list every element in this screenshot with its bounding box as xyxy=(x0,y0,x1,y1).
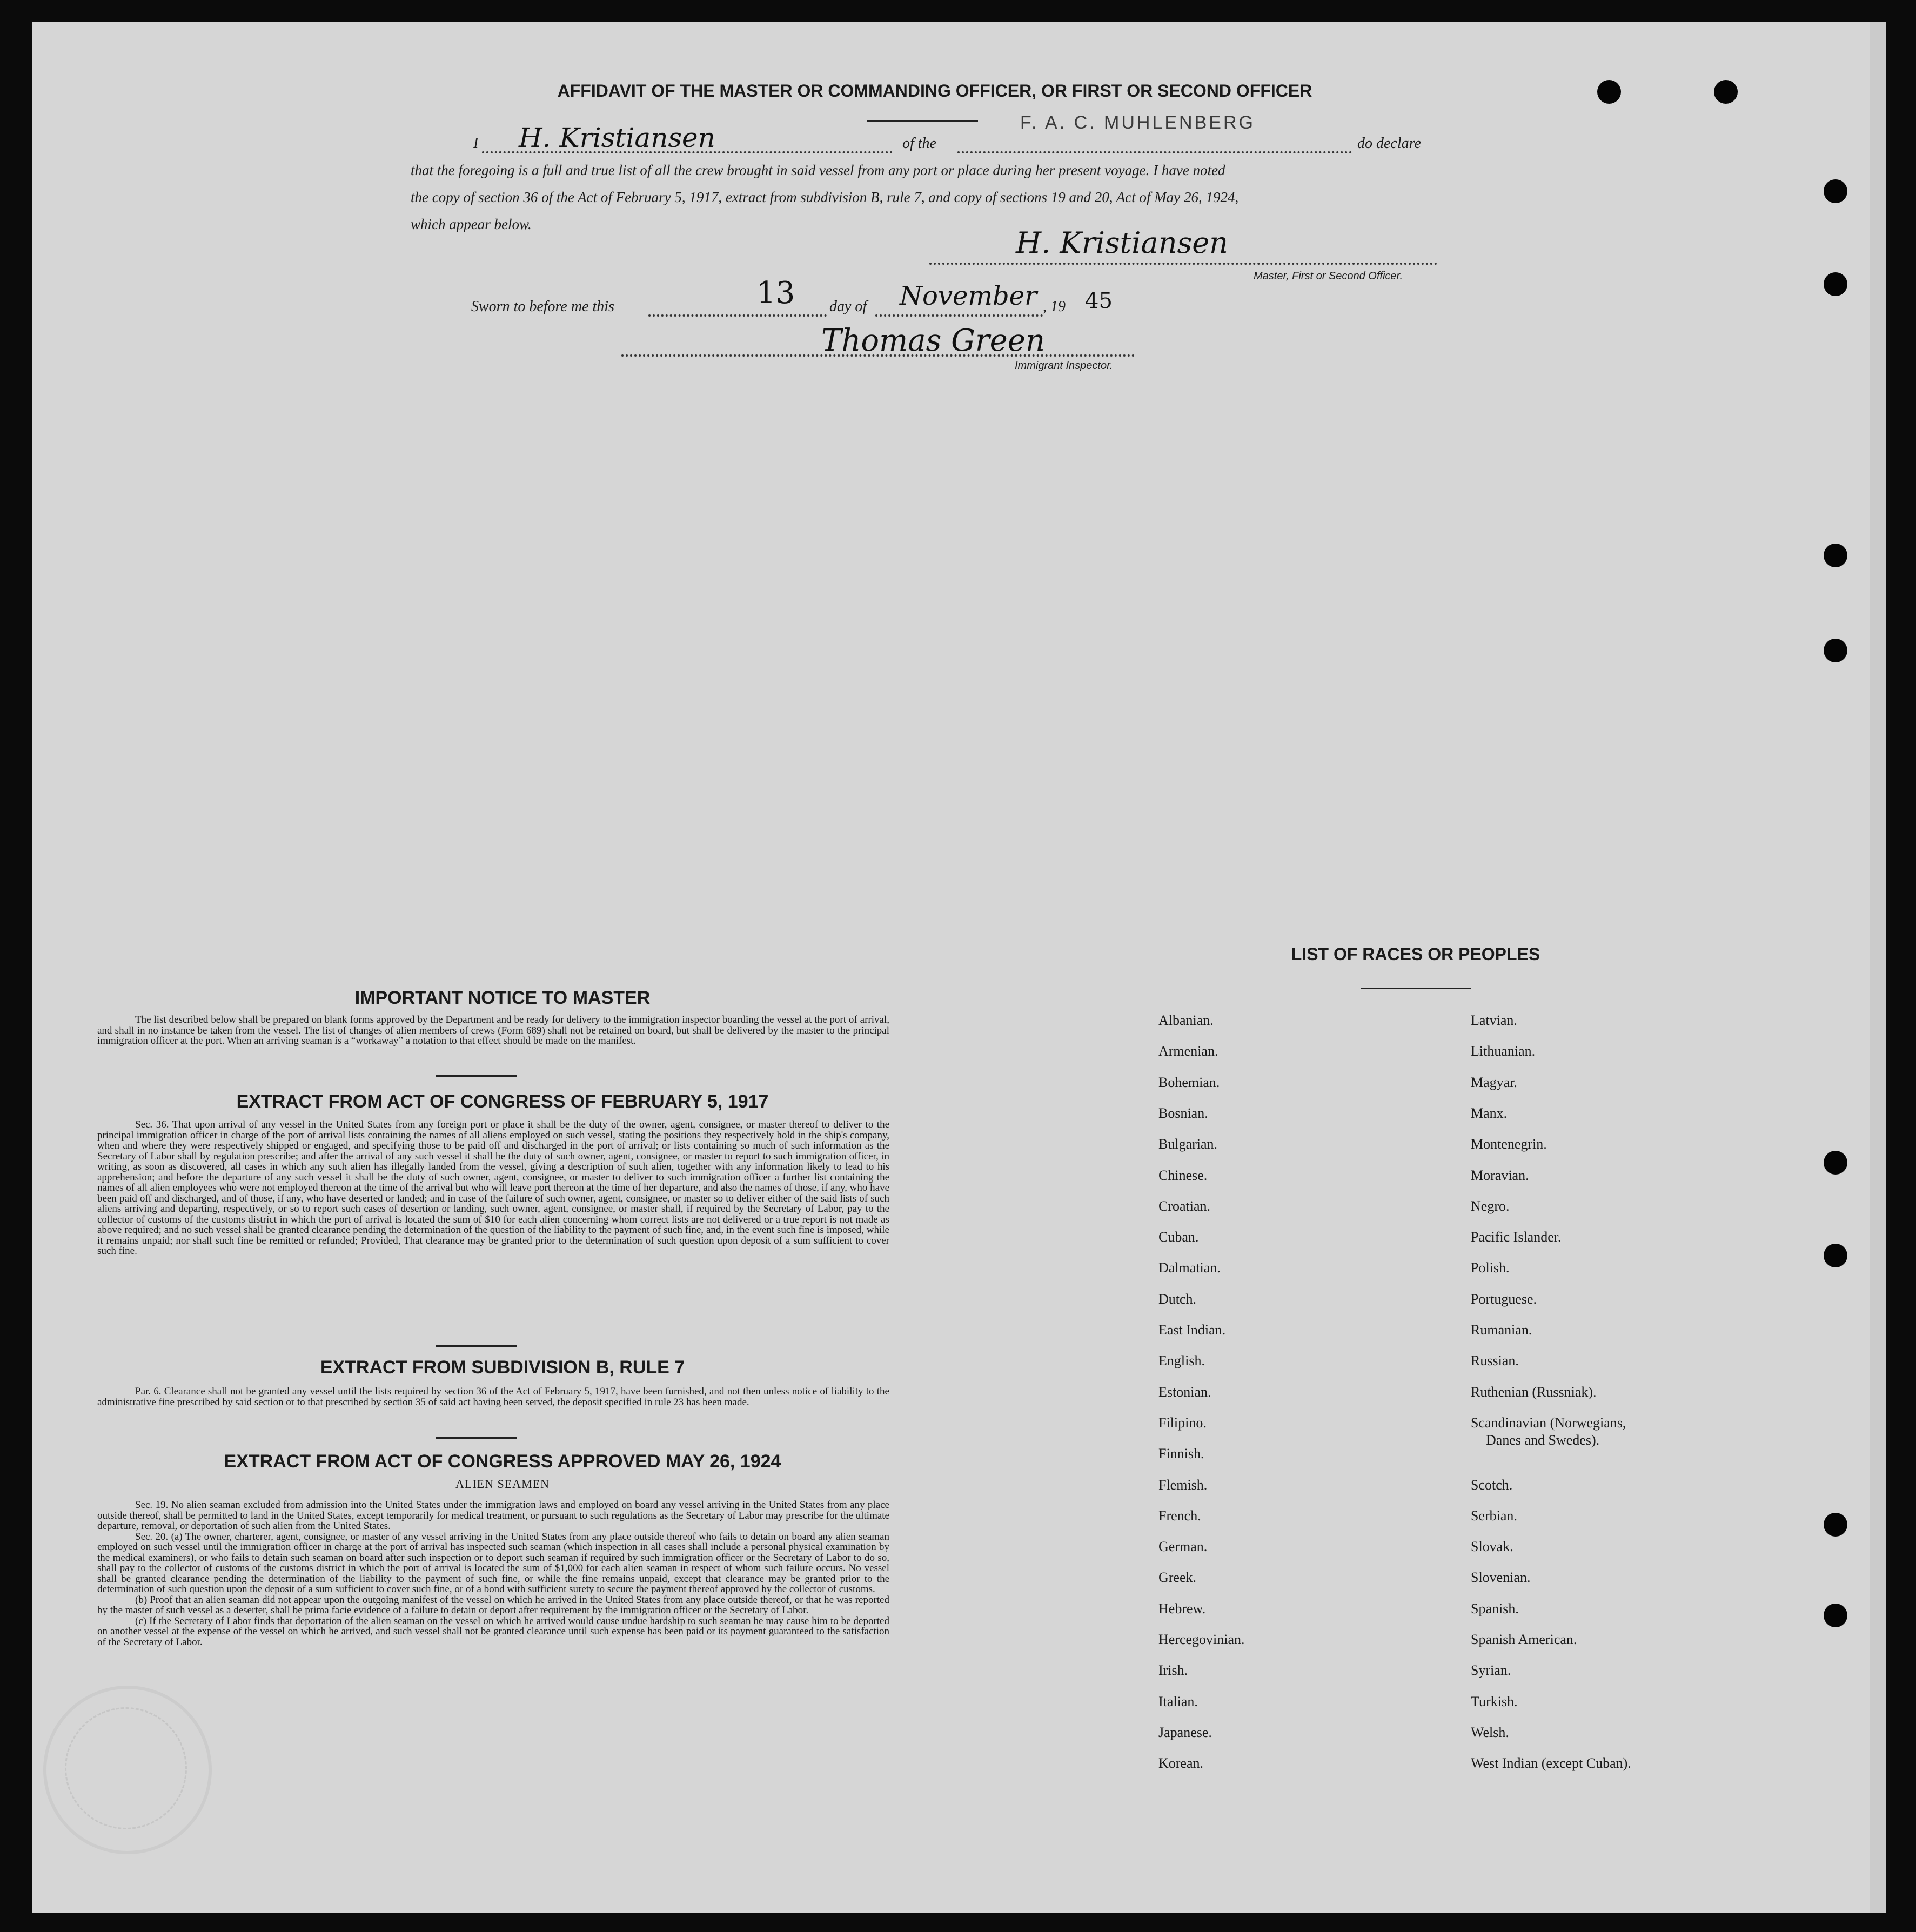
race-item: Finnish. xyxy=(1158,1446,1204,1462)
race-item: Bohemian. xyxy=(1158,1074,1220,1090)
race-item: West Indian (except Cuban). xyxy=(1471,1755,1631,1772)
page-edge xyxy=(1870,22,1886,1913)
race-item: Turkish. xyxy=(1471,1693,1518,1709)
punch-hole xyxy=(1824,1513,1847,1537)
race-item: Montenegrin. xyxy=(1471,1136,1547,1152)
notice-title: IMPORTANT NOTICE TO MASTER xyxy=(354,988,651,1008)
race-item-continuation: Danes and Swedes). xyxy=(1486,1432,1600,1448)
i-label: I xyxy=(473,135,479,152)
race-item: Pacific Islander. xyxy=(1471,1229,1562,1245)
race-item: Russian. xyxy=(1471,1353,1519,1369)
race-item: Flemish. xyxy=(1158,1477,1208,1493)
punch-hole xyxy=(1824,1604,1847,1627)
race-item: Portuguese. xyxy=(1471,1291,1537,1307)
punch-hole xyxy=(1824,639,1847,662)
year-prefix: , 19 xyxy=(1043,298,1066,315)
race-item: Slovak. xyxy=(1471,1539,1513,1555)
race-item: Filipino. xyxy=(1158,1414,1207,1431)
sworn-month: November xyxy=(900,281,1037,311)
race-item: Bosnian. xyxy=(1158,1105,1208,1121)
sworn-month-line xyxy=(875,314,1043,317)
punch-hole xyxy=(1824,1151,1847,1175)
punch-hole xyxy=(1824,544,1847,567)
section-20c-text: (c) If the Secretary of Labor finds that deportation of the alien seaman on the vessel on which he arrived would cause undue hardship to such seaman he may cause him to be deported on another vessel at the expense of the vessel on which he arrived, and such vessel shall not be granted clearance until such expense has been paid or its payment guaranteed to the satisfaction of the Secretary of Labor. xyxy=(97,1615,889,1648)
rule7-divider xyxy=(436,1437,517,1439)
punch-hole xyxy=(1597,80,1621,104)
do-declare-label: do declare xyxy=(1357,135,1421,152)
affidavit-body-line-3: which appear below. xyxy=(411,216,532,232)
section-20a-text: Sec. 20. (a) The owner, charterer, agent, consignee, or master of any vessel arriving in the United States from any place outside thereof who fails to detain on board any alien seaman employed on such vessel until the immigration officer in charge at the port of arrival has inspected such seaman (which inspection in all cases shall include a personal physical examination by the medical examiners), or who fails to detain such seaman on board after such inspection or to deport such seaman if required by such immigration officer or the Secretary of Labor to do so, shall pay to the collector of customs of the customs district in which the port of arrival is located the sum of $1,000 for each alien seaman in respect of whom such failure occurs. No vessel shall be granted clearance pending the determination of the liability to the payment of such fine, or while the fine remains unpaid, except that clearance may be granted prior to the determination of such question upon the deposit of a sum sufficient to cover such fine, or of a bond with sufficient surety to secure the payment thereof approved by the collector of customs. xyxy=(97,1531,889,1595)
race-item: Albanian. xyxy=(1158,1012,1214,1028)
inspector-caption: Immigrant Inspector. xyxy=(1015,360,1113,372)
race-item: Dalmatian. xyxy=(1158,1260,1221,1276)
punch-hole xyxy=(1714,80,1738,104)
master-signature: H. Kristiansen xyxy=(1016,226,1228,260)
extract-1917-text: Sec. 36. That upon arrival of any vessel in the United States from any foreign port or place it shall be the duty of the owner, agent, consignee, or master thereof to deliver to the principal immigration officer in charge of the port of arrival lists containing the names of all aliens employed on such vessel, stating the positions they respectively hold in the ship's company, when and where they were respectively shipped or engaged, and specifying those to be paid off and discharged in the port of arrival; or lists containing so much of such information as the Secretary of Labor shall by regulation prescribe; and after the arrival of any such vessel it shall be the duty of such owner, agent, consignee, or master to report to such immigration officer, in writing, as soon as discovered, all cases in which any such alien has illegally landed from the vessel, giving a description of such alien, together with any information likely to lead to his apprehension; and before the departure of any such vessel it shall be the duty of such owner, agent, consignee, or master to deliver to such immigration officer a further list containing the names of all alien employees who were not employed thereon at the time of the arrival but who will leave port thereon at the time of her departure, and also the names of those, if any, who have been paid off and discharged, and of those, if any, who have deserted or landed; and in case of the failure of such owner, agent, consignee, or master so to deliver either of the said lists of such aliens arriving and departing, respectively, or so to report such cases of desertion or landing, such owner, agent, consignee, or master shall, if required by the Secretary of Labor, pay to the collector of customs of the customs district in which the port of arrival is located the sum of $10 for each alien concerning whom correct lists are not delivered or a true report is not made as above required; and no such vessel shall be granted clearance pending the determination of the question of the liability to the payment of such fine, and, in the event such fine is imposed, while it remains unpaid; nor shall such fine be remitted or refunded; Provided, That clearance may be granted prior to the determination of such question upon deposit of a sum sufficient to cover such fine. xyxy=(97,1119,889,1257)
affidavit-title: AFFIDAVIT OF THE MASTER OR COMMANDING OFFICER, OR FIRST OR SECOND OFFICER xyxy=(557,81,1312,100)
sworn-year: 45 xyxy=(1085,289,1113,313)
notice-text: The list described below shall be prepared on blank forms approved by the Department and be ready for delivery to the immigration inspector boarding the vessel at the port of arrival, and shall in no instance be taken from the vessel. The list of changes of alien members of crews (Form 689) shall not be retained on board, but shall be delivered by the master to the principal immigration officer at the port. When an arriving seaman is a “workaway” a notation to that effect should be made on the manifest. xyxy=(97,1014,889,1046)
master-name-signature: H. Kristiansen xyxy=(519,122,715,153)
extract-1924-body xyxy=(97,1500,889,1647)
race-item: Polish. xyxy=(1471,1260,1510,1276)
inspector-signature-line xyxy=(621,354,1135,357)
race-item: Hebrew. xyxy=(1158,1600,1206,1616)
race-item: Manx. xyxy=(1471,1105,1508,1121)
race-item: Welsh. xyxy=(1471,1724,1509,1740)
punch-hole xyxy=(1824,179,1847,203)
race-item: English. xyxy=(1158,1353,1205,1369)
race-item: Ruthenian (Russniak). xyxy=(1471,1384,1597,1400)
race-item: Croatian. xyxy=(1158,1198,1211,1214)
race-item: German. xyxy=(1158,1539,1208,1555)
vessel-name-stamp: F. A. C. MUHLENBERG xyxy=(1020,112,1255,133)
embossed-seal-inner xyxy=(65,1707,187,1829)
race-item: Japanese. xyxy=(1158,1724,1212,1740)
race-item: Syrian. xyxy=(1471,1662,1511,1679)
alien-seamen-subtitle: ALIEN SEAMEN xyxy=(455,1477,550,1491)
race-item: Dutch. xyxy=(1158,1291,1197,1307)
race-item: Korean. xyxy=(1158,1755,1204,1772)
sworn-day-line xyxy=(648,314,827,317)
race-item: Serbian. xyxy=(1471,1507,1517,1524)
race-item: Estonian. xyxy=(1158,1384,1211,1400)
race-item: Latvian. xyxy=(1471,1012,1517,1028)
race-item: French. xyxy=(1158,1507,1201,1524)
inspector-signature: Thomas Green xyxy=(821,323,1046,358)
race-item: Bulgarian. xyxy=(1158,1136,1218,1152)
sworn-prefix: Sworn to before me this xyxy=(471,298,614,315)
extract-1924-title: EXTRACT FROM ACT OF CONGRESS APPROVED MAY 26, 1924 xyxy=(224,1451,781,1472)
race-item: Cuban. xyxy=(1158,1229,1199,1245)
races-title-underline xyxy=(1361,988,1471,989)
race-item: Scandinavian (Norwegians, xyxy=(1471,1414,1626,1431)
punch-hole xyxy=(1824,272,1847,296)
race-item: Chinese. xyxy=(1158,1167,1208,1183)
rule7-title: EXTRACT FROM SUBDIVISION B, RULE 7 xyxy=(320,1357,685,1378)
race-item: Negro. xyxy=(1471,1198,1510,1214)
race-item: Italian. xyxy=(1158,1693,1198,1709)
title-underline xyxy=(867,120,978,122)
section-20b-text: (b) Proof that an alien seaman did not appear upon the outgoing manifest of the vessel on which he arrived in the United States from any place outside thereof, or that he was reported by the master of such vessel as a deserter, shall be prima facie evidence of a failure to detain or deport after requirement by the immigration officer or the Secretary of Labor. xyxy=(97,1594,889,1616)
race-item: Irish. xyxy=(1158,1662,1188,1679)
affidavit-body-line-1: that the foregoing is a full and true list of all the crew brought in said vessel from any port or place during her present voyage. I have noted xyxy=(411,162,1225,178)
race-item: Slovenian. xyxy=(1471,1569,1531,1586)
race-item: Magyar. xyxy=(1471,1074,1517,1090)
sworn-day: 13 xyxy=(756,276,795,311)
race-item: Spanish. xyxy=(1471,1600,1519,1616)
race-item: Hercegovinian. xyxy=(1158,1632,1245,1647)
of-the-label: of the xyxy=(902,135,936,152)
race-item: Scotch. xyxy=(1471,1477,1513,1493)
extract-1917-divider xyxy=(436,1345,517,1347)
races-title: LIST OF RACES OR PEOPLES xyxy=(1291,944,1540,964)
rule7-text: Par. 6. Clearance shall not be granted any vessel until the lists required by section 36 of the Act of February 5, 1917, have been furnished, and not then unless notice of liability to the administrative fine prescribed by said section or to that prescribed by section 35 of said act having been served, the deposit specified in rule 23 has been made. xyxy=(97,1386,889,1408)
vessel-name-line xyxy=(957,151,1352,153)
race-item: Greek. xyxy=(1158,1569,1197,1586)
affidavit-body-line-2: the copy of section 36 of the Act of February 5, 1917, extract from subdivision B, rule 7, and copy of sections 19 and 20, Act of May 26, 1924, xyxy=(411,189,1239,205)
race-item: Rumanian. xyxy=(1471,1322,1532,1338)
race-item: Moravian. xyxy=(1471,1167,1529,1183)
section-19-text: Sec. 19. No alien seaman excluded from admission into the United States under the immigration laws and employed on board any vessel arriving in the United States from any place outside thereof, shall be permitted to land in the United States, except temporarily for medical treatment, or pursuant to such regulations as the Secretary of Labor may prescribe for the ultimate departure, removal, or deportation of such alien from the United States. xyxy=(97,1499,889,1532)
notice-divider xyxy=(436,1075,517,1077)
race-item: Spanish American. xyxy=(1471,1632,1577,1647)
race-item: Lithuanian. xyxy=(1471,1043,1536,1059)
extract-1917-title: EXTRACT FROM ACT OF CONGRESS OF FEBRUARY 5, 1917 xyxy=(236,1091,769,1112)
day-of-label: day of xyxy=(829,298,867,315)
race-item: East Indian. xyxy=(1158,1322,1226,1338)
master-signature-caption: Master, First or Second Officer. xyxy=(1254,270,1403,282)
master-signature-line xyxy=(929,263,1437,265)
punch-hole xyxy=(1824,1244,1847,1267)
race-item: Armenian. xyxy=(1158,1043,1218,1059)
